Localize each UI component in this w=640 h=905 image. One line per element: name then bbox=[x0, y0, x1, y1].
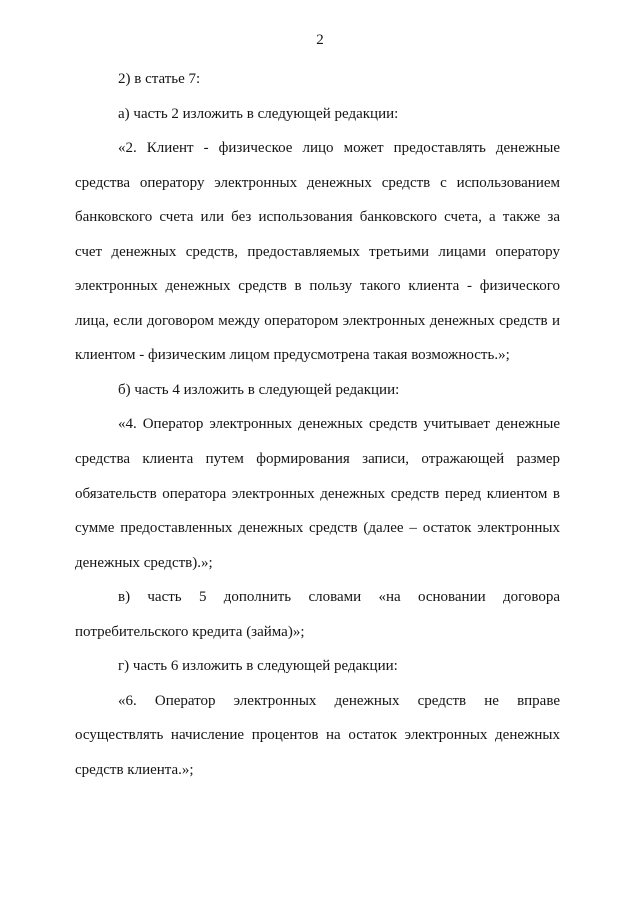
paragraph-item-a bbox=[75, 97, 560, 132]
paragraph-line: г) часть 6 изложить в следующей редакции: bbox=[118, 658, 398, 675]
paragraph-line: 2) в статье 7: bbox=[118, 71, 201, 87]
paragraph-line: «6. Оператор электронных денежных средств не вправе bbox=[118, 692, 560, 709]
paragraph-item-g bbox=[75, 649, 560, 684]
paragraph-line: б) часть 4 изложить в следующей редакции: bbox=[118, 381, 400, 398]
paragraph-article-7 bbox=[75, 62, 560, 97]
paragraph-quote-part-2 bbox=[75, 131, 560, 373]
paragraph-line: электронных денежных средств в пользу такого клиента - физического bbox=[75, 278, 560, 295]
paragraph-quote-part-4 bbox=[75, 407, 560, 580]
paragraph-line: средства оператору электронных денежных средств с использованием bbox=[75, 174, 560, 191]
page-number: 2 bbox=[316, 32, 324, 48]
paragraph-line: средств клиента.»; bbox=[75, 761, 194, 778]
paragraph-line: в) часть 5 дополнить словами «на основании договора bbox=[118, 589, 560, 606]
paragraph-line: счет денежных средств, предоставляемых третьими лицами оператору bbox=[75, 243, 560, 260]
paragraph-line: лица, если договором между оператором электронных денежных средств и bbox=[75, 312, 560, 329]
paragraph-line: осуществлять начисление процентов на остаток электронных денежных bbox=[75, 727, 560, 744]
paragraph-line: средства клиента путем формирования записи, отражающей размер bbox=[75, 451, 560, 468]
paragraph-item-v bbox=[75, 580, 560, 649]
paragraph-line: банковского счета или без использования банковского счета, а также за bbox=[75, 209, 560, 226]
paragraph-line: обязательств оператора электронных денежных средств перед клиентом в bbox=[75, 485, 560, 502]
paragraph-line: денежных средств).»; bbox=[75, 554, 213, 571]
paragraph-line: «4. Оператор электронных денежных средств учитывает денежные bbox=[118, 416, 560, 433]
paragraph-line: сумме предоставленных денежных средств (далее – остаток электронных bbox=[75, 520, 560, 537]
paragraph-item-b bbox=[75, 373, 560, 408]
paragraph-line: клиентом - физическим лицом предусмотрена такая возможность.»; bbox=[75, 347, 510, 364]
document-body bbox=[75, 62, 560, 787]
paragraph-quote-part-6 bbox=[75, 684, 560, 788]
paragraph-line: «2. Клиент - физическое лицо может предоставлять денежные bbox=[118, 140, 560, 157]
paragraph-line: потребительского кредита (займа)»; bbox=[75, 623, 305, 640]
paragraph-line: а) часть 2 изложить в следующей редакции: bbox=[118, 105, 399, 122]
